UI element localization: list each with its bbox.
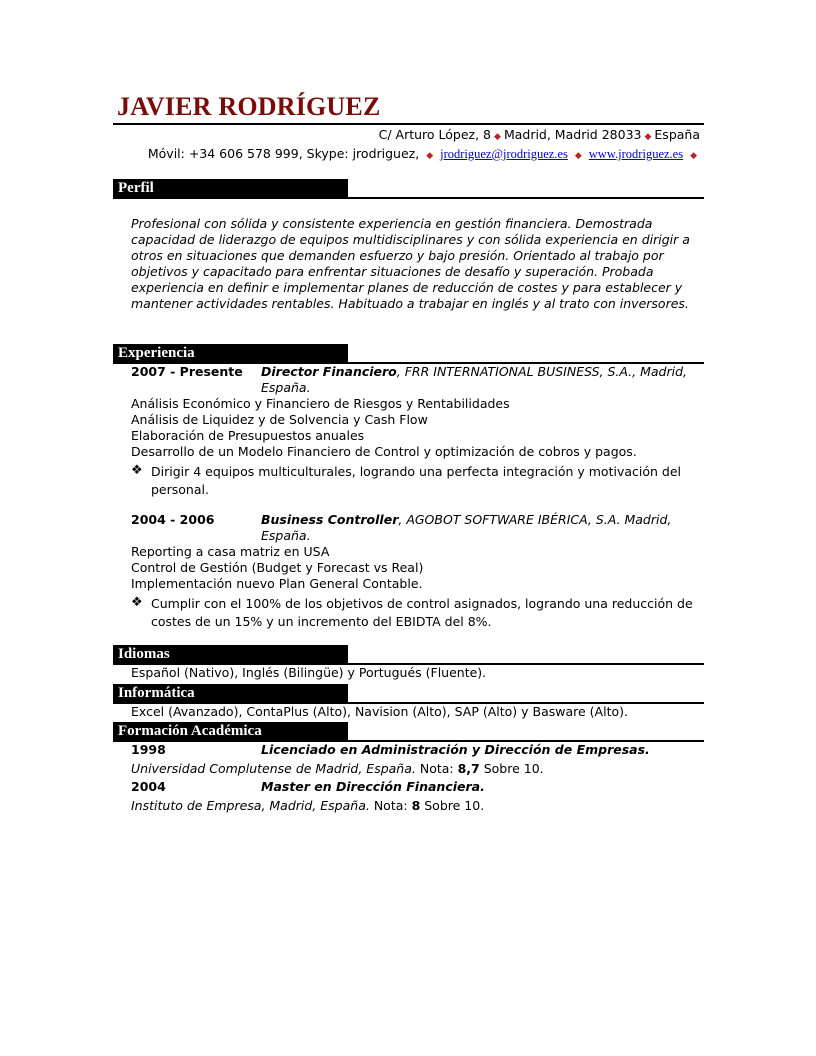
section-header-languages bbox=[113, 645, 704, 665]
diamond-bullet-icon: ❖ bbox=[131, 463, 143, 478]
experience-dates: 2007 - Presente bbox=[131, 364, 243, 379]
street-address: C/ Arturo López, 8 bbox=[378, 127, 492, 142]
section-header-profile bbox=[113, 179, 704, 199]
education-heading bbox=[131, 742, 703, 758]
experience-task: Implementación nuevo Plan General Contable. bbox=[131, 576, 423, 591]
experience-role-company bbox=[261, 512, 703, 544]
experience-dates: 2004 - 2006 bbox=[131, 512, 215, 527]
experience-task: Reporting a casa matriz en USA bbox=[131, 544, 330, 559]
computing-text: Excel (Avanzado), ContaPlus (Alto), Navision (Alto), SAP (Alto) y Basware (Alto). bbox=[131, 704, 628, 719]
section-title-profile: Perfil bbox=[113, 179, 348, 198]
diamond-separator-icon: ◆ bbox=[690, 151, 697, 161]
contact-line bbox=[148, 146, 700, 162]
country: España bbox=[654, 127, 700, 142]
education-degree: Licenciado en Administración y Dirección de Empresas. bbox=[261, 742, 650, 757]
section-title-education: Formación Académica bbox=[113, 722, 348, 741]
website-link[interactable]: www.jrodriguez.es bbox=[588, 147, 684, 161]
candidate-name: JAVIER RODRÍGUEZ bbox=[117, 92, 381, 121]
achievement-item bbox=[131, 595, 703, 631]
grade-value: 8,7 bbox=[457, 761, 480, 776]
section-title-computing: Informática bbox=[113, 684, 348, 703]
diamond-separator-icon: ◆ bbox=[494, 132, 501, 142]
section-header-experience bbox=[113, 344, 704, 364]
experience-task: Elaboración de Presupuestos anuales bbox=[131, 428, 365, 443]
languages-text: Español (Nativo), Inglés (Bilingüe) y Portugués (Fluente). bbox=[131, 665, 487, 680]
achievement-text: Cumplir con el 100% de los objetivos de control asignados, logrando una reducción de costes de un 15% y un incremento del EBIDTA del 8%. bbox=[151, 596, 693, 629]
experience-role-company bbox=[261, 364, 703, 396]
section-title-languages: Idiomas bbox=[113, 645, 348, 664]
experience-entry bbox=[131, 364, 703, 499]
achievement-text: Dirigir 4 equipos multiculturales, logrando una perfecta integración y motivación del personal. bbox=[151, 464, 681, 497]
name-divider bbox=[113, 123, 704, 125]
diamond-bullet-icon: ❖ bbox=[131, 595, 143, 610]
grade-label: Nota: bbox=[415, 761, 458, 776]
experience-task: Análisis Económico y Financiero de Riesgos y Rentabilidades bbox=[131, 396, 510, 411]
experience-role: Business Controller bbox=[261, 512, 399, 527]
profile-summary: Profesional con sólida y consistente experiencia en gestión financiera. Demostrada capacidad de liderazgo de equipos multidisciplinares y con sólida experiencia en dirigir a otros en situaciones que demanden esfuerzo y bajo presión. Orientado al trabajo por objetivos y capacitado para enfrentar situaciones de desafío y superación. Probada experiencia en definir e implementar planes de reducción de costes y para establecer y mantener actividades rentables. Habituado a trabajar en inglés y al trato con inversores. bbox=[131, 216, 690, 311]
achievement-item bbox=[131, 463, 703, 499]
experience-company: , AGOBOT SOFTWARE IBÉRICA, S.A. Madrid, España. bbox=[261, 512, 672, 543]
education-year: 1998 bbox=[131, 742, 166, 757]
education-degree: Master en Dirección Financiera. bbox=[261, 779, 485, 794]
education-institution: Instituto de Empresa, Madrid, España. bbox=[131, 798, 370, 813]
experience-task: Desarrollo de un Modelo Financiero de Control y optimización de cobros y pagos. bbox=[131, 444, 637, 459]
experience-task: Control de Gestión (Budget y Forecast vs Real) bbox=[131, 560, 424, 575]
section-title-experience: Experiencia bbox=[113, 344, 348, 363]
address-line bbox=[379, 127, 700, 142]
experience-heading bbox=[131, 364, 703, 396]
diamond-separator-icon: ◆ bbox=[644, 132, 652, 142]
experience-task: Análisis de Liquidez y de Solvencia y Cash Flow bbox=[131, 412, 428, 427]
grade-suffix: Sobre 10. bbox=[479, 761, 544, 776]
education-heading bbox=[131, 779, 703, 795]
experience-heading bbox=[131, 512, 703, 544]
section-header-computing bbox=[113, 684, 704, 704]
experience-role: Director Financiero bbox=[261, 364, 397, 379]
education-entry bbox=[131, 779, 703, 814]
city-address: Madrid, Madrid 28033 bbox=[503, 127, 642, 142]
section-header-education bbox=[113, 722, 704, 742]
grade-label: Nota: bbox=[369, 798, 412, 813]
diamond-separator-icon: ◆ bbox=[426, 151, 434, 161]
education-details bbox=[131, 798, 703, 814]
education-details bbox=[131, 761, 703, 777]
section-divider bbox=[113, 197, 704, 199]
grade-value: 8 bbox=[411, 798, 421, 813]
email-link[interactable]: jrodriguez@jrodriguez.es bbox=[440, 147, 568, 161]
education-institution: Universidad Complutense de Madrid, España. bbox=[131, 761, 416, 776]
experience-company: , FRR INTERNATIONAL BUSINESS, S.A., Madrid, España. bbox=[261, 364, 687, 395]
diamond-separator-icon: ◆ bbox=[574, 151, 582, 161]
education-year: 2004 bbox=[131, 779, 166, 794]
education-entry bbox=[131, 742, 703, 777]
phone-skype: Móvil: +34 606 578 999, Skype: jrodriguez, bbox=[147, 146, 420, 161]
grade-suffix: Sobre 10. bbox=[420, 798, 485, 813]
experience-entry bbox=[131, 512, 703, 631]
